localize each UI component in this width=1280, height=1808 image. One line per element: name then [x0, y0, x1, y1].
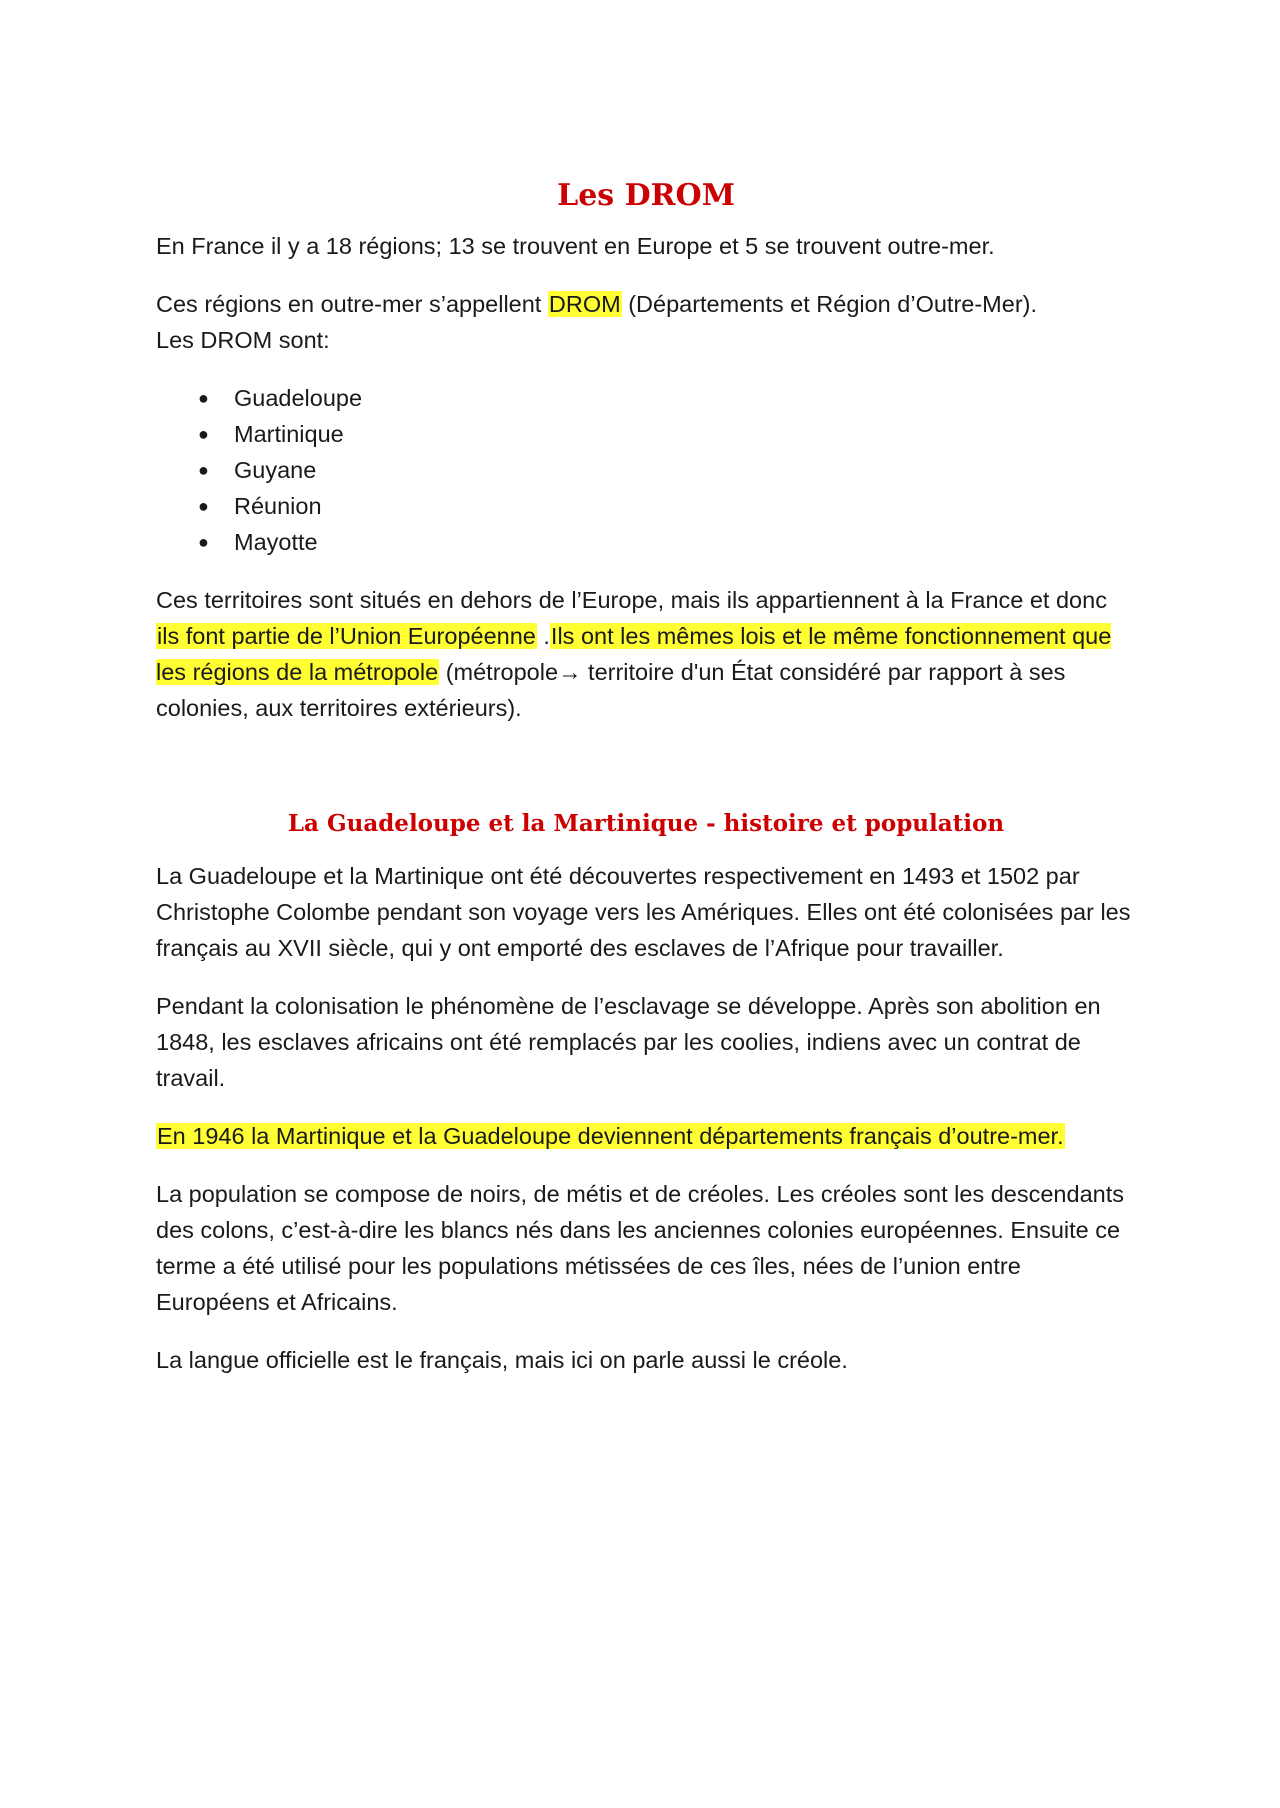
list-item-label: Mayotte: [234, 529, 318, 555]
list-item: [156, 488, 1136, 524]
department-paragraph: [156, 1118, 1136, 1154]
drom-definition-text-end: (Départements et Région d’Outre-Mer).: [621, 291, 1037, 317]
language-paragraph: La langue officielle est le français, mais ici on parle aussi le créole.: [156, 1347, 848, 1373]
discovery-paragraph: La Guadeloupe et la Martinique ont été découvertes respectivement en 1493 et 1502 par Christophe Colombe pendant son voyage vers les Amériques. Elles ont été colonisées par les français au XVII siècle, qui y ont emporté des esclaves de l’Afrique pour travailler.: [156, 863, 1131, 961]
bullet-icon: ●: [198, 424, 209, 444]
list-item: [156, 524, 1136, 560]
territories-separator: .: [536, 623, 550, 649]
bullet-icon: ●: [198, 532, 209, 552]
drom-highlight: DROM: [548, 291, 621, 317]
list-item: [156, 380, 1136, 416]
slavery-paragraph: Pendant la colonisation le phénomène de l’esclavage se développe. Après son abolition en 1848, les esclaves africains ont été remplacés par les coolies, indiens avec un contrat de travail.: [156, 993, 1101, 1091]
territories-text-start: Ces territoires sont situés en dehors de l’Europe, mais ils appartiennent à la France et donc: [156, 587, 1107, 613]
eu-membership-highlight: ils font partie de l’Union Européenne: [157, 623, 536, 649]
section-title-history: La Guadeloupe et la Martinique - histoire et population: [287, 810, 1005, 837]
list-item-label: Réunion: [234, 493, 322, 519]
bullet-icon: ●: [198, 496, 209, 516]
drom-list-intro: Les DROM sont:: [156, 327, 330, 353]
bullet-icon: ●: [198, 460, 209, 480]
intro-paragraph: En France il y a 18 régions; 13 se trouvent en Europe et 5 se trouvent outre-mer.: [156, 233, 995, 259]
department-highlight: En 1946 la Martinique et la Guadeloupe deviennent départements français d’outre-mer.: [157, 1123, 1064, 1149]
list-item: [156, 416, 1136, 452]
drom-list: [156, 380, 1136, 560]
list-item: [156, 452, 1136, 488]
same-laws-highlight: Ils ont les mêmes lois et le même fonctionnement que les régions de la métropole: [156, 623, 1112, 685]
list-item-label: Guyane: [234, 457, 317, 483]
bullet-icon: ●: [198, 388, 209, 408]
document-page: [156, 170, 1136, 1400]
list-item-label: Martinique: [234, 421, 344, 447]
territories-paragraph: [156, 582, 1136, 726]
population-paragraph: La population se compose de noirs, de métis et de créoles. Les créoles sont les descendants des colons, c’est-à-dire les blancs nés dans les anciennes colonies européennes. Ensuite ce terme a été utilisé pour les populations métissées de ces îles, nées de l’union entre Européens et Africains.: [156, 1181, 1124, 1315]
drom-definition-text-start: Ces régions en outre-mer s’appellent: [156, 291, 548, 317]
drom-definition-paragraph: [156, 286, 1136, 358]
list-item-label: Guadeloupe: [234, 385, 363, 411]
page-title: Les DROM: [557, 178, 735, 213]
territories-text-end: (métropole→ territoire d'un État considéré par rapport à ses colonies, aux territoires extérieurs).: [156, 659, 1066, 721]
